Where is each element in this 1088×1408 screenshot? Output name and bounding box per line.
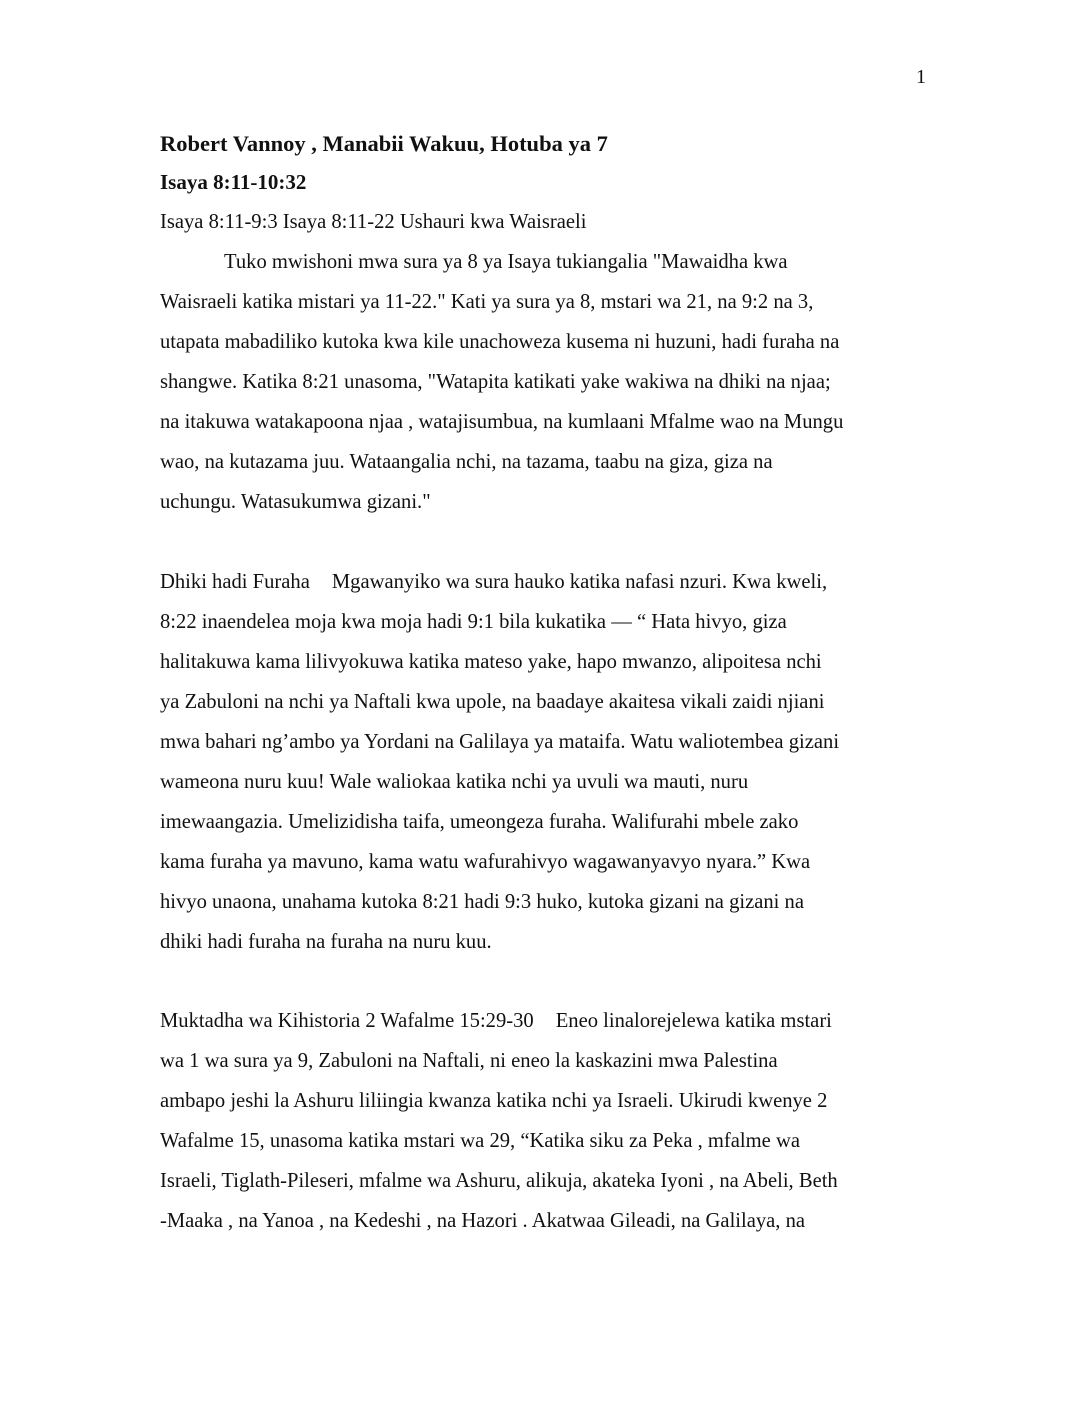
paragraph-line: dhiki hadi furaha na furaha na nuru kuu. xyxy=(160,930,492,953)
paragraph-spacer xyxy=(160,522,930,562)
paragraph-line: Tuko mwishoni mwa sura ya 8 ya Isaya tukiangalia "Mawaidha kwa xyxy=(224,251,788,273)
page-number: 1 xyxy=(916,66,926,88)
paragraph-line: shangwe. Katika 8:21 unasoma, "Watapita katikati yake wakiwa na dhiki na njaa; xyxy=(160,371,831,393)
inline-heading: Dhiki hadi Furaha xyxy=(160,570,310,593)
paragraph-line: kama furaha ya mavuno, kama watu wafurahivyo wagawanyavyo nyara.” Kwa xyxy=(160,850,811,873)
paragraph-line: ya Zabuloni na nchi ya Naftali kwa upole, na baadaye akaitesa vikali zaidi njiani xyxy=(160,690,825,713)
paragraph-line: hivyo unaona, unahama kutoka 8:21 hadi 9:3 huko, kutoka gizani na gizani na xyxy=(160,890,804,913)
paragraph-line xyxy=(160,562,930,602)
paragraph-2 xyxy=(160,562,930,962)
section-heading: Isaya 8:11-9:3 Isaya 8:11-22 Ushauri kwa Waisraeli xyxy=(160,211,587,233)
paragraph-line: uchungu. Watasukumwa gizani." xyxy=(160,491,431,513)
paragraph-line: Israeli, Tiglath-Pileseri, mfalme wa Ashuru, alikuja, akateka Iyoni , na Abeli, Beth xyxy=(160,1170,838,1192)
paragraph-line xyxy=(160,1001,930,1041)
paragraph-1 xyxy=(160,242,930,522)
paragraph-line: wao, na kutazama juu. Wataangalia nchi, na tazama, taabu na giza, giza na xyxy=(160,451,773,473)
document-body xyxy=(160,126,930,1241)
paragraph-line: -Maaka , na Yanoa , na Kedeshi , na Hazori . Akatwaa Gileadi, na Galilaya, na xyxy=(160,1210,806,1232)
paragraph-spacer xyxy=(160,962,930,1002)
paragraph-line: 8:22 inaendelea moja kwa moja hadi 9:1 bila kukatika — “ Hata hivyo, giza xyxy=(160,610,787,633)
paragraph-line: halitakuwa kama lilivyokuwa katika mateso yake, hapo mwanzo, alipoitesa nchi xyxy=(160,650,822,673)
paragraph-line: ambapo jeshi la Ashuru liliingia kwanza katika nchi ya Israeli. Ukirudi kwenye 2 xyxy=(160,1090,828,1112)
paragraph-text: Mgawanyiko wa sura hauko katika nafasi nzuri. Kwa kweli, xyxy=(331,570,828,593)
inline-heading: Muktadha wa Kihistoria 2 Wafalme 15:29-30 xyxy=(160,1010,534,1032)
paragraph-line: mwa bahari ng’ambo ya Yordani na Galilaya ya mataifa. Watu waliotembea gizani xyxy=(160,730,840,753)
paragraph-text: Eneo linalorejelewa katika mstari xyxy=(555,1010,832,1032)
paragraph-line: imewaangazia. Umelizidisha taifa, umeongeza furaha. Walifurahi mbele zako xyxy=(160,810,799,833)
paragraph-line: wa 1 wa sura ya 9, Zabuloni na Naftali, ni eneo la kaskazini mwa Palestina xyxy=(160,1050,778,1072)
document-subtitle: Isaya 8:11-10:32 xyxy=(160,170,307,194)
paragraph-line: na itakuwa watakapoona njaa , watajisumbua, na kumlaani Mfalme wao na Mungu xyxy=(160,411,844,433)
paragraph-3 xyxy=(160,1001,930,1241)
document-title: Robert Vannoy , Manabii Wakuu, Hotuba ya 7 xyxy=(160,131,608,156)
paragraph-line: Wafalme 15, unasoma katika mstari wa 29, “Katika siku za Peka , mfalme wa xyxy=(160,1130,800,1152)
paragraph-line: Waisraeli katika mistari ya 11-22." Kati ya sura ya 8, mstari wa 21, na 9:2 na 3, xyxy=(160,291,814,313)
paragraph-line: utapata mabadiliko kutoka kwa kile unachoweza kusema ni huzuni, hadi furaha na xyxy=(160,331,840,353)
paragraph-line: wameona nuru kuu! Wale waliokaa katika nchi ya uvuli wa mauti, nuru xyxy=(160,770,749,793)
